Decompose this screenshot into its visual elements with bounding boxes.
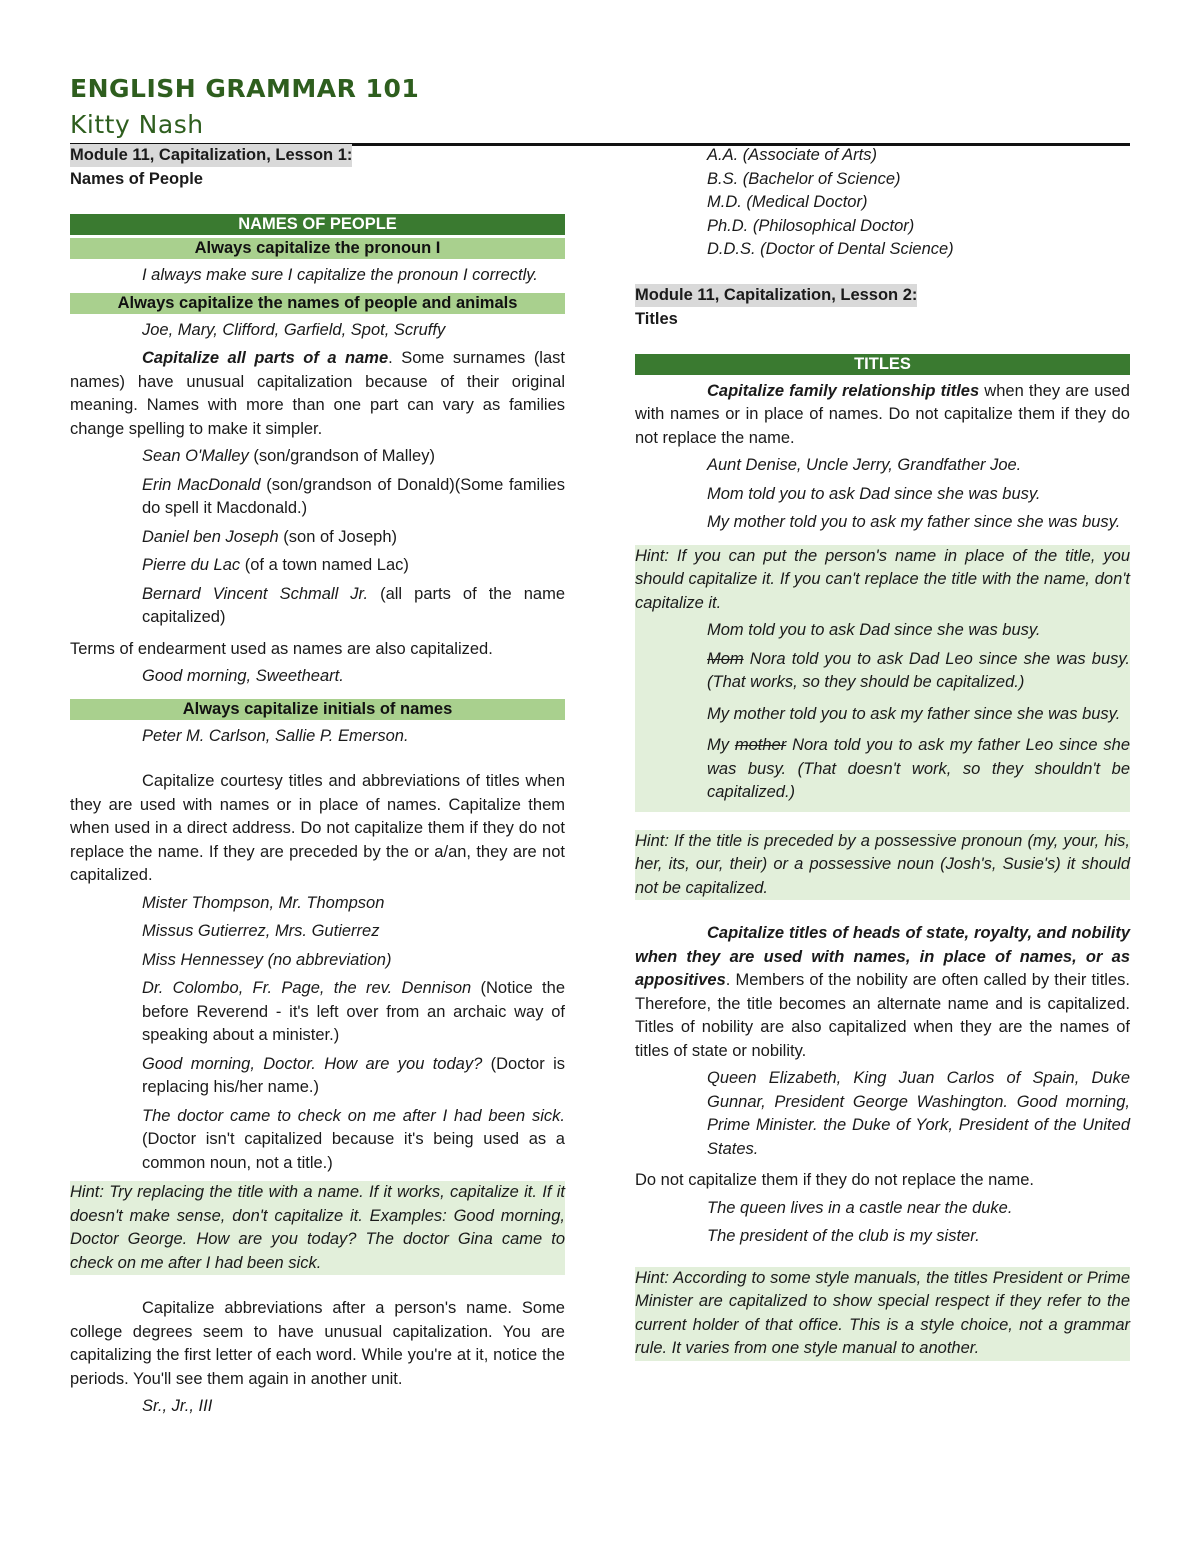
hint-example: Mom told you to ask Dad since she was busy. <box>707 621 1041 639</box>
do-not-capitalize-example: The president of the club is my sister. <box>707 1227 980 1245</box>
endearment-text: Terms of endearment used as names are also capitalized. <box>70 639 493 658</box>
lesson1-subtitle: Names of People <box>70 170 203 188</box>
degree-item: M.D. (Medical Doctor) <box>707 193 868 211</box>
section-names-of-people: NAMES OF PEOPLE <box>70 214 565 235</box>
heading-pronoun-i: Always capitalize the pronoun I <box>70 238 565 259</box>
lesson2-module-label: Module 11, Capitalization, Lesson 2: <box>635 284 917 307</box>
degree-item: Ph.D. (Philosophical Doctor) <box>707 216 915 235</box>
heads-of-state-example: Queen Elizabeth, King Juan Carlos of Spain, Duke Gunnar, President George Washington. Good morning, Prime Minister. the Duke of York, President of the United States. <box>707 1069 1130 1158</box>
lesson2-subtitle: Titles <box>635 309 678 328</box>
heading-names-people-animals: Always capitalize the names of people and animals <box>70 293 565 314</box>
heading-initials: Always capitalize initials of names <box>70 699 565 720</box>
hint-style-manuals: Hint: According to some style manuals, the titles President or Prime Minister are capitalized to show special respect if they refer to the current holder of that office. This is a style choice, not a grammar rule. It varies from one style manual to another. <box>635 1267 1130 1361</box>
family-example: My mother told you to ask my father since she was busy. <box>707 513 1121 531</box>
names-example: Joe, Mary, Clifford, Garfield, Spot, Scruffy <box>142 320 446 339</box>
heads-of-state-rule: Capitalize titles of heads of state, royalty, and nobility when they are used with names, in place of names, or as appositives. Members of the nobility are often called by their titles. Therefore, the title becomes an alternate name and is capitalized. Titles of nobility are also capitalized when they are the names of titles of state or nobility. <box>635 924 1130 1060</box>
initials-example: Peter M. Carlson, Sallie P. Emerson. <box>142 726 409 745</box>
document-author: Kitty Nash <box>70 110 204 139</box>
degree-item: D.D.S. (Doctor of Dental Science) <box>707 240 954 258</box>
courtesy-example: Mister Thompson, Mr. Thompson <box>142 893 385 912</box>
surname-example: Daniel ben Joseph (son of Joseph) <box>142 527 397 546</box>
family-example: Mom told you to ask Dad since she was busy. <box>707 484 1041 503</box>
surname-example: Bernard Vincent Schmall Jr. (all parts of the name capitalized) <box>142 584 566 626</box>
left-column <box>70 144 565 1424</box>
hint-name-in-place-text: Hint: If you can put the person's name in place of the title, you should capitalize it. If you can't replace the title with the name, don't capitalize it. <box>635 545 1130 616</box>
courtesy-example: Missus Gutierrez, Mrs. Gutierrez <box>142 922 380 940</box>
hint-possessive: Hint: If the title is preceded by a possessive pronoun (my, your, his, her, its, our, their) or a possessive noun (Josh's, Susie's) it should not be capitalized. <box>635 830 1130 901</box>
abbreviations-text: Capitalize abbreviations after a person's name. Some college degrees seem to have unusual capitalization. You are capitalizing the first letter of each word. While you're at it, notice the periods. You'll see them again in another unit. <box>70 1299 565 1388</box>
surname-example: Sean O'Malley (son/grandson of Malley) <box>142 447 435 465</box>
lesson1-module-label: Module 11, Capitalization, Lesson 1: <box>70 144 352 167</box>
degree-item: B.S. (Bachelor of Science) <box>707 169 901 188</box>
hint-example: My mother Nora told you to ask my father Leo since she was busy. (That doesn't work, so they shouldn't be capitalized.) <box>707 736 1130 801</box>
courtesy-example: Good morning, Doctor. How are you today? (Doctor is replacing his/her name.) <box>142 1054 565 1096</box>
hint-example: Mom Nora told you to ask Dad Leo since she was busy. (That works, so they should be capitalized.) <box>707 649 1130 691</box>
courtesy-example: Dr. Colombo, Fr. Page, the rev. Dennison (Notice the before Reverend - it's left over from an archaic way of speaking about a minister.) <box>142 979 565 1044</box>
right-column <box>635 144 1130 1361</box>
family-titles-rule: Capitalize family relationship titles when they are used with names or in place of names. Do not capitalize them if they do not replace the name. <box>635 381 1130 447</box>
all-parts-rule: Capitalize all parts of a name. Some surnames (last names) have unusual capitalization because of their original meaning. Names with more than one part can vary as families change spelling to make it simpler. <box>70 349 565 438</box>
degree-item: A.A. (Associate of Arts) <box>707 146 877 164</box>
courtesy-example: The doctor came to check on me after I had been sick. (Doctor isn't capitalized because it's being used as a common noun, not a title.) <box>142 1106 565 1172</box>
endearment-example: Good morning, Sweetheart. <box>142 667 344 685</box>
do-not-capitalize-text: Do not capitalize them if they do not replace the name. <box>635 1171 1034 1189</box>
hint-replace-title: Hint: Try replacing the title with a name. If it works, capitalize it. If it doesn't make sense, don't capitalize it. Examples: Good morning, Doctor George. How are you today? The doctor Gina came to check on me after I had been sick. <box>70 1181 565 1275</box>
surname-example: Erin MacDonald (son/grandson of Donald)(Some families do spell it Macdonald.) <box>142 475 565 517</box>
section-titles: TITLES <box>635 354 1130 375</box>
surname-example: Pierre du Lac (of a town named Lac) <box>142 556 409 574</box>
do-not-capitalize-example: The queen lives in a castle near the duke. <box>707 1198 1013 1217</box>
document-title: ENGLISH GRAMMAR 101 <box>70 74 420 103</box>
pronoun-example: I always make sure I capitalize the pronoun I correctly. <box>142 266 538 284</box>
hint-example: My mother told you to ask my father since she was busy. <box>707 704 1121 723</box>
abbreviations-example: Sr., Jr., III <box>142 1397 213 1415</box>
courtesy-example: Miss Hennessey (no abbreviation) <box>142 950 392 969</box>
hint-name-in-place <box>635 545 1130 812</box>
family-example: Aunt Denise, Uncle Jerry, Grandfather Joe. <box>707 456 1022 474</box>
courtesy-titles-text: Capitalize courtesy titles and abbreviations of titles when they are used with names or in place of names. Capitalize them when used in a direct address. Do not capitalize them if they do not replace the name. If they are preceded by the or a/an, they are not capitalized. <box>70 772 565 884</box>
